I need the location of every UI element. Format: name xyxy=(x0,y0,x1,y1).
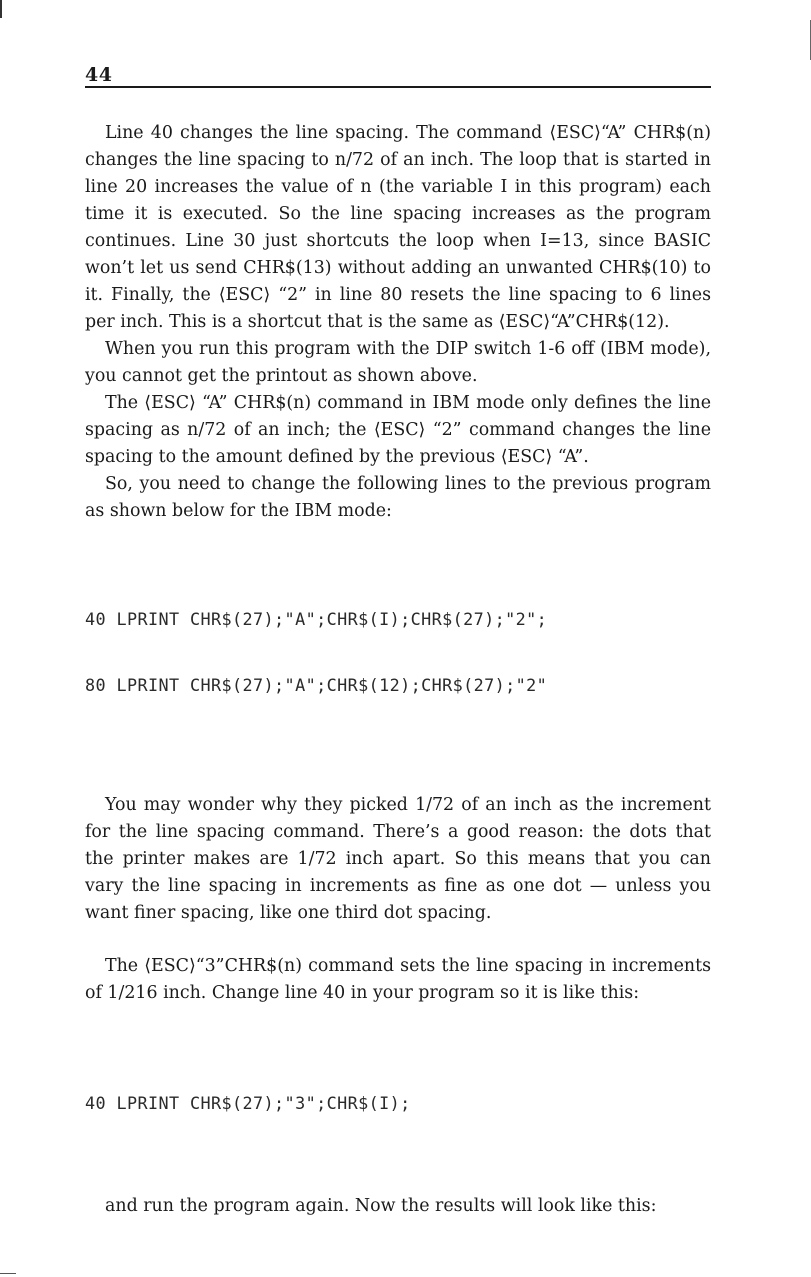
header-rule xyxy=(85,86,711,88)
paragraph-ibm-mode: The ⟨ESC⟩ “A” CHR$(n) command in IBM mode only defines the line spacing as n/72 of an inch; the ⟨ESC⟩ “2” command changes the line spacing to the amount defined by the previous ⟨ESC⟩ “A”. xyxy=(85,393,711,467)
paragraph-why-1-72: You may wonder why they picked 1/72 of an inch as the increment for the line spacing command. There’s a good reason: the dots that the printer makes are 1/72 inch apart. So this means that you can vary the line spacing in increments as fine as one dot — unless you want finer spacing, like one third dot spacing. xyxy=(85,795,711,923)
code-line: 40 LPRINT CHR$(27);"A";CHR$(I);CHR$(27);"2"; xyxy=(85,609,548,629)
paragraph-change-lines: So, you need to change the following lines to the previous program as shown below for the IBM mode: xyxy=(85,474,711,521)
paragraph-run-again: and run the program again. Now the results will look like this: xyxy=(105,1196,657,1216)
paragraph-line-40-explanation: Line 40 changes the line spacing. The command ⟨ESC⟩“A” CHR$(n) changes the line spacing to n/72 of an inch. The loop that is started in line 20 increases the value of n (the variable I in this program) each time it is executed. So the line spacing increases as the program continues. Line 30 just shortcuts the loop when I=13, since BASIC won’t let us send CHR$(13) without adding an unwanted CHR$(10) to it. Finally, the ⟨ESC⟩ “2” in line 80 resets the line spacing to 6 lines per inch. This is a shortcut that is the same as ⟨ESC⟩“A”CHR$(12). xyxy=(85,123,711,332)
paragraph-esc-3-command: The ⟨ESC⟩“3”CHR$(n) command sets the line spacing in increments of 1/216 inch. Change line 40 in your program so it is like this: xyxy=(85,956,711,1003)
code-block-esc-3 xyxy=(85,1048,711,1158)
page-body xyxy=(85,120,711,1220)
code-line: 40 LPRINT CHR$(27);"3";CHR$(I); xyxy=(85,1093,411,1113)
code-block-ibm-mode xyxy=(85,564,711,740)
paragraph-dip-switch: When you run this program with the DIP switch 1-6 off (IBM mode), you cannot get the printout as shown above. xyxy=(85,339,711,386)
scan-edge-mark xyxy=(0,1273,16,1274)
scan-edge-mark xyxy=(0,0,2,18)
page-number: 44 xyxy=(85,64,113,86)
code-line: 80 LPRINT CHR$(27);"A";CHR$(12);CHR$(27);"2" xyxy=(85,675,548,695)
